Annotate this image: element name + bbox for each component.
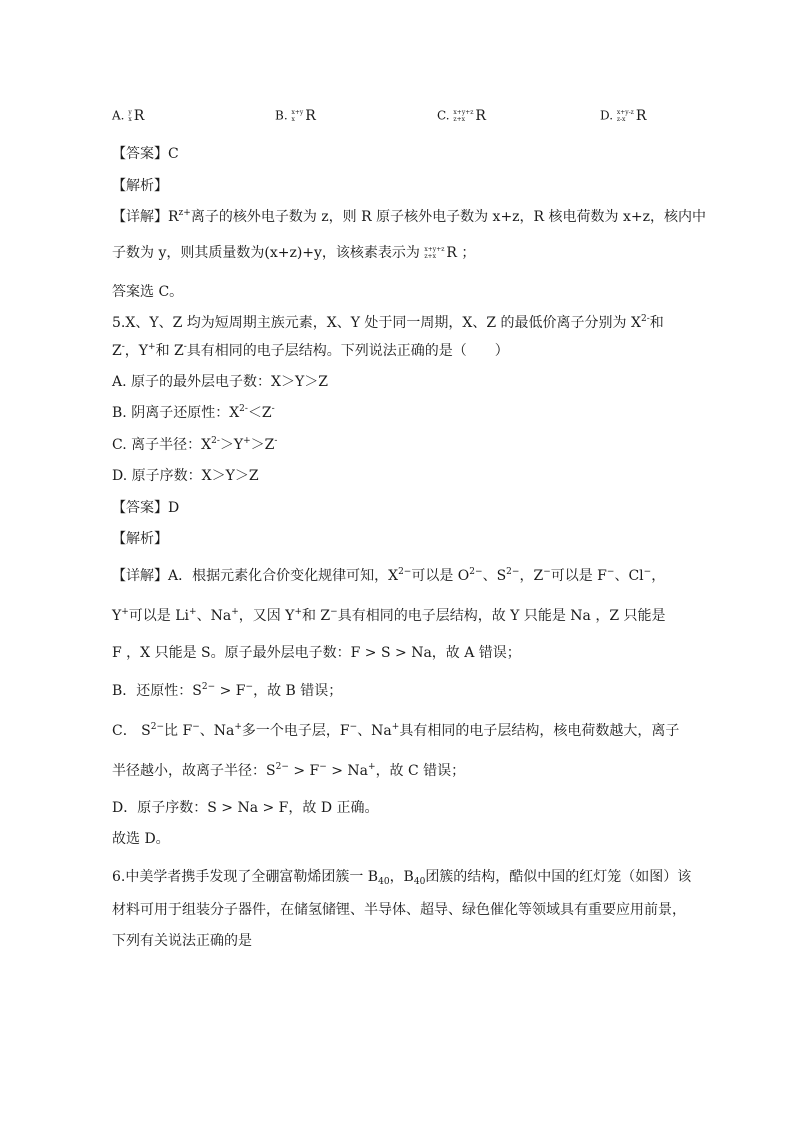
q5-stem-line-2: Z-，Y+和 Z-具有相同的电子层结构。下列说法正确的是（ ） — [112, 342, 509, 359]
q5-option-c: C. 离子半径：$X^{2-}>Y^+>Z^-$ — [112, 436, 278, 453]
q4-conclusion: 答案选 C。 — [112, 284, 184, 300]
nuclide-notation: y x R — [128, 108, 145, 124]
q5-detail-line-7: D．原子序数：S > Na > F，故 D 正确。 — [112, 800, 379, 816]
nuclide-notation: x+y+z z+x R — [424, 245, 457, 261]
q4-option-c: C. x+y+z z+x R — [437, 108, 486, 124]
q4-option-d: D. x+y-z z-x R — [600, 108, 647, 124]
q5-option-d: D. 原子序数：X＞Y＞Z — [112, 468, 259, 484]
nuclide-notation: x+y+z z+x R — [453, 108, 486, 124]
q4-option-b: B. x+y x R — [275, 108, 316, 124]
q4-analysis-heading: 【解析】 — [112, 178, 168, 194]
q5-detail-line-4: B．还原性：$S^{2-} > F^-$，故 B 错误； — [112, 682, 343, 699]
q6-stem-line-2: 材料可用于组装分子器件，在储氢储锂、半导体、超导、绿色催化等领域具有重要应用前景， — [112, 902, 686, 918]
q5-option-a: A. 原子的最外层电子数：X＞Y＞Z — [112, 374, 328, 390]
q6-stem-line-3: 下列有关说法正确的是 — [112, 933, 252, 949]
q5-analysis-heading: 【解析】 — [112, 531, 168, 547]
q5-conclusion: 故选 D。 — [112, 831, 170, 847]
q5-detail-line-5: C． $S^{2-}$比 F−、Na+多一个电子层，F−、Na+具有相同的电子层结构，核电荷数越大，离子 — [112, 722, 680, 739]
q4-option-a: A. y x R — [112, 108, 145, 124]
q5-detail-line-3: F ，X 只能是 S。原子最外层电子数：F > S > Na，故 A 错误； — [112, 645, 521, 661]
q5-detail-line-6: 半径越小，故离子半径：$S^{2-} > F^- > Na^+$，故 C 错误； — [112, 762, 466, 779]
q4-answer: 【答案】C — [112, 146, 179, 162]
q6-stem-line-1: 6.中美学者携手发现了全硼富勒烯团簇一 $B_{40}$，$B_{40}$团簇的结构，酷似中国的红灯笼（如图）该 — [112, 869, 692, 887]
q5-answer: 【答案】D — [112, 500, 180, 516]
q5-option-b: B. 阴离子还原性：$X^{2-}<Z^-$ — [112, 404, 275, 421]
nuclide-notation: x+y x R — [291, 108, 316, 124]
q4-detail-line-2: 子数为 y，则其质量数为(x+z)+y，该核素表示为 x+y+z z+x R ； — [112, 245, 476, 261]
q5-detail-line-2: Y+可以是 Li+、Na+，又因 Y+和 Z−具有相同的电子层结构，故 Y 只能是 Na ，Z 只能是 — [112, 607, 666, 624]
q4-detail-line-1: 【详解】$R^{z+}$离子的核外电子数为 z，则 R 原子核外电子数为 x+z，R 核电荷数为 x+z，核内中 — [112, 208, 707, 225]
q5-detail-line-1: 【详解】A．根据元素化合价变化规律可知，$X^{2-}$可以是 $O^{2-}$、$S^{2-}$，Z−可以是 F−、Cl−， — [112, 567, 666, 584]
q5-stem-line-1: 5.X、Y、Z 均为短周期主族元素，X、Y 处于同一周期，X、Z 的最低价离子分别为 $X^{2-}$和 — [112, 314, 664, 331]
nuclide-notation: x+y-z z-x R — [616, 108, 647, 124]
